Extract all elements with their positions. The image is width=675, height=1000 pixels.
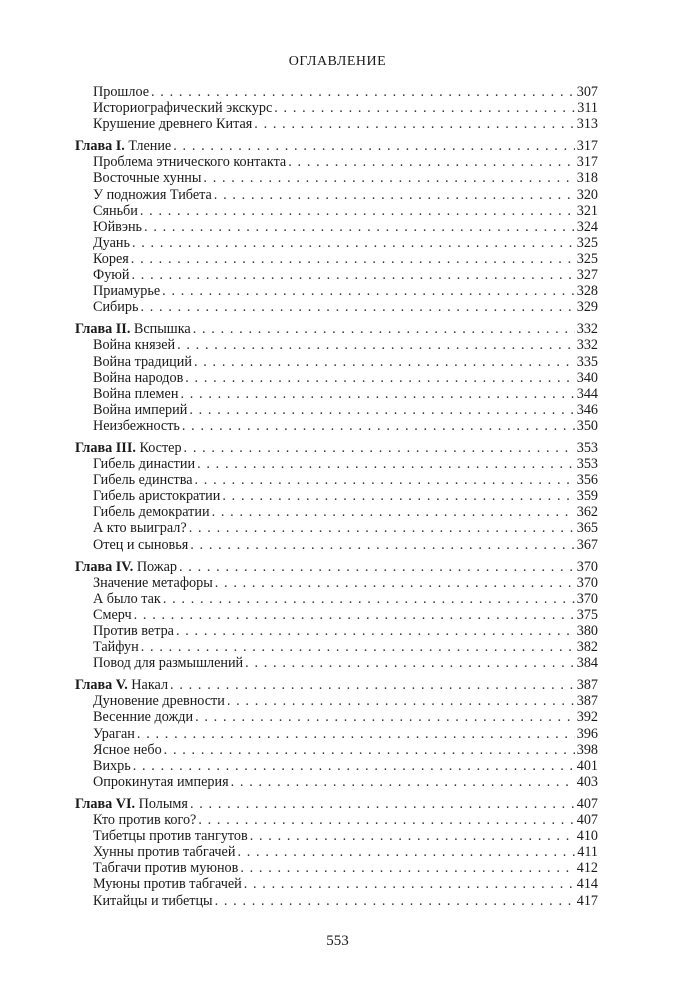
toc-entry-label [75, 440, 182, 456]
toc-entry [75, 116, 598, 132]
toc-page-number: 370 [576, 558, 598, 575]
toc-page-number: 329 [576, 299, 598, 316]
toc-entry [75, 623, 598, 639]
toc-entry-title: Дуновение древности [93, 693, 225, 710]
dot-leader [215, 893, 575, 909]
toc-entry [75, 726, 598, 742]
dot-leader [179, 559, 575, 575]
toc-entry-label [75, 796, 188, 812]
toc-entry [75, 170, 598, 186]
toc-chapter-entry [75, 321, 598, 337]
toc-entry-label [93, 774, 229, 790]
toc-entry-title: Сяньби [93, 202, 138, 219]
toc-entry [75, 758, 598, 774]
toc-page-number: 332 [576, 321, 598, 338]
toc-entry-title: Накал [131, 677, 169, 694]
dot-leader [195, 709, 575, 725]
toc-page-number: 411 [577, 844, 598, 861]
toc-entry-title: Кто против кого? [93, 812, 197, 829]
toc-entry-title: А кто выиграл? [93, 520, 187, 537]
dot-leader [214, 187, 575, 203]
toc-entry-label [93, 456, 195, 472]
dot-leader [274, 100, 575, 116]
chapter-number: Глава IV. [75, 558, 134, 575]
toc-entry-label [93, 235, 130, 251]
chapter-number: Глава V. [75, 677, 128, 694]
toc-entry [75, 488, 598, 504]
dot-leader [288, 154, 574, 170]
toc-entry-label [93, 591, 161, 607]
toc-entry-title: Табгачи против муюнов [93, 860, 239, 877]
toc-page-number: 318 [576, 170, 598, 187]
toc-entry-title: Гибель династии [93, 456, 196, 473]
toc-entry-title: Хунны против табгачей [93, 844, 236, 861]
toc-entry-title: Война традиций [93, 353, 192, 370]
toc-chapter-entry [75, 677, 598, 693]
toc-entry [75, 709, 598, 725]
toc-entry-label [75, 677, 168, 693]
dot-leader [170, 677, 575, 693]
dot-leader [237, 844, 575, 860]
dot-leader [244, 876, 575, 892]
toc-entry [75, 876, 598, 892]
dot-leader [250, 828, 575, 844]
dot-leader [190, 537, 574, 553]
toc-page-number: 325 [576, 250, 598, 267]
toc-entry-label [93, 116, 252, 132]
toc-page-number: 353 [576, 439, 598, 456]
toc-page-number: 325 [576, 234, 598, 251]
toc-entry-label [93, 251, 129, 267]
toc-entry-title: Опрокинутая империя [93, 773, 229, 790]
dot-leader [190, 796, 575, 812]
toc-page-number: 356 [576, 472, 598, 489]
dot-leader [215, 575, 575, 591]
dot-leader [132, 267, 575, 283]
toc-entry-label [93, 84, 149, 100]
toc-page-number: 365 [576, 520, 598, 537]
dot-leader [140, 299, 574, 315]
dot-leader [203, 170, 574, 186]
toc-entry-label [93, 709, 193, 725]
toc-entry-label [93, 203, 138, 219]
toc-entry-label [93, 187, 212, 203]
toc-entry-label [93, 893, 213, 909]
toc-page-number: 324 [576, 218, 598, 235]
toc-page-number: 335 [576, 353, 598, 370]
dot-leader [180, 386, 574, 402]
toc-page-number: 350 [576, 417, 598, 434]
toc-entry [75, 267, 598, 283]
toc-entry [75, 844, 598, 860]
toc-entry-title: Война князей [93, 337, 176, 354]
toc-entry [75, 370, 598, 386]
toc-page-number: 370 [576, 574, 598, 591]
toc-entry-title: Повод для размышлений [93, 655, 244, 672]
toc-entry [75, 187, 598, 203]
toc-entry [75, 219, 598, 235]
toc-page-number: 367 [576, 536, 598, 553]
dot-leader [240, 860, 574, 876]
toc-entry [75, 639, 598, 655]
toc-entry-title: Приамурье [93, 283, 161, 300]
toc-entry-label [93, 504, 210, 520]
toc-page-number: 317 [576, 154, 598, 171]
toc-entry [75, 655, 598, 671]
toc-entry-title: Смерч [93, 606, 132, 623]
toc-entry [75, 860, 598, 876]
dot-leader [144, 219, 575, 235]
dot-leader [197, 456, 575, 472]
toc-page-number: 344 [576, 385, 598, 402]
toc-entry-label [93, 607, 132, 623]
toc-entry-title: У подножия Тибета [93, 186, 212, 203]
toc-entry [75, 774, 598, 790]
toc-entry-title: Ясное небо [93, 741, 162, 758]
toc-entry-label [93, 655, 243, 671]
toc-entry [75, 520, 598, 536]
toc-entry-title: Вихрь [93, 757, 131, 774]
dot-leader [163, 591, 575, 607]
dot-leader [245, 655, 575, 671]
toc-entry-label [93, 575, 213, 591]
toc-page-number: 382 [576, 639, 598, 656]
toc-page-number: 412 [576, 860, 598, 877]
dot-leader [254, 116, 574, 132]
toc-entry-title: Историографический экскурс [93, 100, 273, 117]
toc-entry [75, 337, 598, 353]
dot-leader [227, 693, 575, 709]
chapter-number: Глава III. [75, 439, 136, 456]
dot-leader [184, 440, 575, 456]
toc-entry-label [93, 726, 135, 742]
toc-page-number: 410 [576, 828, 598, 845]
toc-entry [75, 299, 598, 315]
chapter-number: Глава I. [75, 138, 125, 155]
toc-entry [75, 154, 598, 170]
toc-entry-label [93, 623, 174, 639]
toc-entry-label [93, 402, 187, 418]
toc-entry-title: Полымя [138, 795, 188, 812]
toc-page-number: 359 [576, 488, 598, 505]
toc-entry-label [93, 742, 162, 758]
toc-entry-title: Вспышка [133, 321, 191, 338]
toc-entry-title: Пожар [136, 558, 177, 575]
toc-page-number: 327 [576, 267, 598, 284]
toc-entry-label [93, 828, 248, 844]
toc-entry-label [93, 386, 178, 402]
toc-page-number: 375 [576, 606, 598, 623]
toc-page-number: 398 [576, 741, 598, 758]
toc-entry [75, 812, 598, 828]
toc-page-number: 370 [576, 590, 598, 607]
toc-entry-label [93, 537, 188, 553]
toc-entry-title: Восточные хунны [93, 170, 202, 187]
toc-entry-title: А было так [93, 590, 161, 607]
toc-page-number: 401 [576, 757, 598, 774]
toc-entry [75, 456, 598, 472]
toc-entry [75, 354, 598, 370]
toc-entry [75, 251, 598, 267]
toc-page-number: 307 [576, 84, 598, 100]
toc-entry-title: Тайфун [93, 639, 139, 656]
toc-page-number: 384 [576, 655, 598, 672]
dot-leader [164, 742, 575, 758]
toc-entry-title: Тибетцы против тангутов [93, 828, 248, 845]
toc-entry-title: Костер [139, 439, 182, 456]
toc-entry-title: Война народов [93, 369, 184, 386]
toc-entry-title: Проблема этнического контакта [93, 154, 287, 171]
toc-entry-label [93, 812, 196, 828]
toc-chapter-entry [75, 138, 598, 154]
dot-leader [177, 337, 575, 353]
toc-entry [75, 283, 598, 299]
table-of-contents [75, 84, 598, 909]
toc-entry-title: Война племен [93, 385, 179, 402]
toc-entry-title: Крушение древнего Китая [93, 116, 253, 133]
toc-entry [75, 386, 598, 402]
toc-entry-title: Отец и сыновья [93, 536, 189, 553]
toc-page-number: 353 [576, 456, 598, 473]
toc-entry-label [93, 758, 131, 774]
dot-leader [162, 283, 575, 299]
toc-page-number: 396 [576, 725, 598, 742]
dot-leader [212, 504, 575, 520]
toc-entry-label [75, 321, 191, 337]
toc-entry-title: Против ветра [93, 623, 174, 639]
dot-leader [133, 758, 575, 774]
toc-entry-label [93, 219, 142, 235]
toc-page-number: 340 [576, 369, 598, 386]
toc-entry [75, 591, 598, 607]
dot-leader [134, 607, 575, 623]
toc-chapter-entry [75, 440, 598, 456]
toc-entry-title: Гибель единства [93, 472, 193, 489]
dot-leader [131, 251, 575, 267]
toc-entry-label [93, 876, 242, 892]
toc-entry [75, 472, 598, 488]
toc-page-number: 328 [576, 283, 598, 300]
dot-leader [198, 812, 574, 828]
toc-entry-label [75, 559, 177, 575]
page-header: ОГЛАВЛЕНИЕ [288, 54, 387, 69]
dot-leader [151, 84, 575, 100]
toc-entry-title: Дуань [93, 234, 130, 251]
toc-page-number: 387 [576, 677, 598, 694]
toc-entry [75, 504, 598, 520]
dot-leader [222, 488, 574, 504]
dot-leader [189, 520, 575, 536]
toc-entry-title: Прошлое [93, 84, 150, 100]
toc-entry [75, 402, 598, 418]
toc-entry-title: Ураган [93, 725, 135, 742]
toc-entry [75, 418, 598, 434]
toc-entry-label [93, 154, 286, 170]
toc-entry-label [75, 138, 171, 154]
toc-entry [75, 203, 598, 219]
toc-page-number: 387 [576, 693, 598, 710]
toc-entry [75, 693, 598, 709]
chapter-number: Глава VI. [75, 795, 136, 812]
dot-leader [176, 623, 575, 639]
toc-entry-title: Весенние дожди [93, 709, 194, 726]
dot-leader [132, 235, 575, 251]
toc-entry [75, 84, 598, 100]
toc-page-number: 380 [576, 623, 598, 639]
toc-entry-label [93, 283, 160, 299]
toc-page-number: 320 [576, 186, 598, 203]
toc-entry [75, 100, 598, 116]
toc-chapter-entry [75, 559, 598, 575]
dot-leader [189, 402, 574, 418]
toc-entry-title: Китайцы и тибетцы [93, 892, 213, 909]
toc-entry-title: Неизбежность [93, 417, 180, 434]
toc-page-number: 311 [577, 100, 598, 117]
dot-leader [195, 472, 575, 488]
toc-chapter-entry [75, 796, 598, 812]
toc-entry-label [93, 100, 272, 116]
toc-page-number: 407 [576, 812, 598, 829]
dot-leader [182, 418, 575, 434]
toc-page-number: 317 [576, 138, 598, 155]
toc-entry-title: Значение метафоры [93, 574, 213, 591]
toc-page-number: 346 [576, 401, 598, 418]
toc-entry-label [93, 354, 192, 370]
toc-entry-title: Юйвэнь [93, 218, 143, 235]
toc-entry-title: Тление [128, 138, 172, 155]
toc-page-number: 407 [576, 795, 598, 812]
toc-entry [75, 893, 598, 909]
dot-leader [194, 354, 575, 370]
toc-entry-label [93, 370, 183, 386]
toc-page-number: 362 [576, 504, 598, 521]
toc-entry-label [93, 472, 193, 488]
toc-entry-title: Муюны против табгачей [93, 876, 242, 893]
toc-entry-title: Гибель аристократии [93, 488, 221, 505]
toc-page-number: 417 [576, 892, 598, 909]
dot-leader [137, 726, 575, 742]
dot-leader [173, 138, 574, 154]
dot-leader [140, 203, 575, 219]
toc-entry [75, 828, 598, 844]
toc-page-number: 414 [576, 876, 598, 893]
toc-entry-label [93, 860, 238, 876]
toc-entry-title: Война империй [93, 401, 188, 418]
toc-entry-title: Сибирь [93, 299, 139, 316]
toc-entry [75, 742, 598, 758]
dot-leader [193, 321, 575, 337]
page-number: 553 [326, 933, 349, 949]
dot-leader [141, 639, 575, 655]
toc-page-number: 332 [576, 337, 598, 354]
toc-entry-label [93, 844, 235, 860]
toc-page-number: 321 [576, 202, 598, 219]
dot-leader [185, 370, 574, 386]
toc-entry [75, 575, 598, 591]
toc-entry-label [93, 639, 139, 655]
toc-entry [75, 235, 598, 251]
toc-page-number: 313 [576, 116, 598, 133]
dot-leader [231, 774, 575, 790]
toc-page-number: 392 [576, 709, 598, 726]
toc-entry-label [93, 693, 225, 709]
toc-entry-label [93, 337, 175, 353]
toc-entry-label [93, 170, 201, 186]
toc-entry [75, 537, 598, 553]
toc-entry-label [93, 267, 130, 283]
toc-entry-label [93, 299, 138, 315]
toc-page-number: 403 [576, 773, 598, 790]
toc-entry-title: Корея [93, 250, 129, 267]
toc-entry-label [93, 418, 180, 434]
toc-entry [75, 607, 598, 623]
toc-entry-label [93, 520, 187, 536]
toc-entry-title: Фуюй [93, 267, 130, 284]
chapter-number: Глава II. [75, 321, 131, 338]
toc-entry-label [93, 488, 220, 504]
toc-entry-title: Гибель демократии [93, 504, 210, 521]
